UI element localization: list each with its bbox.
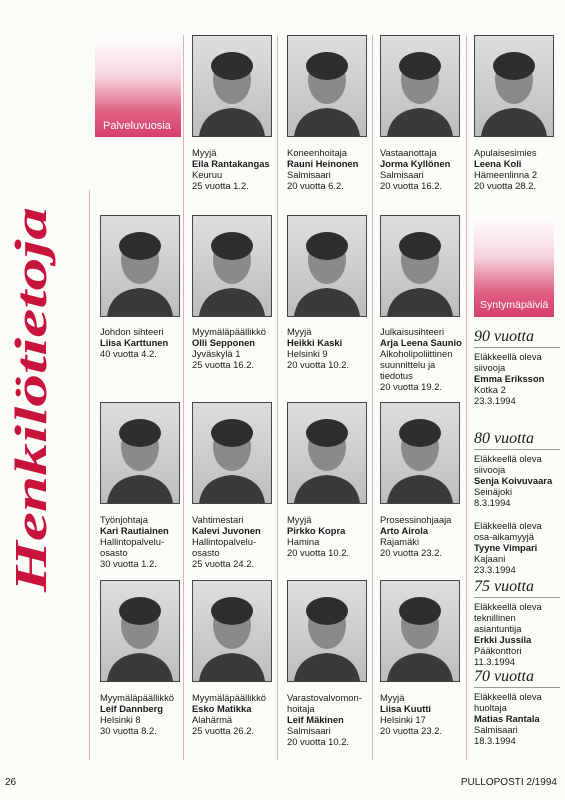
person-name: Olli Sepponen (192, 337, 256, 348)
person-caption (192, 326, 284, 370)
portrait-photo (192, 215, 272, 317)
person-caption (100, 692, 192, 736)
person-detail: 20 vuotta 23.2. (380, 547, 443, 558)
person-caption (380, 692, 472, 736)
person-detail: Helsinki 17 (380, 714, 426, 725)
person-detail: 20 vuotta 28.2. (474, 180, 537, 191)
person-detail: Rajamäki (380, 536, 420, 547)
person-detail: Salmisaari (287, 725, 331, 736)
portrait-photo (287, 215, 367, 317)
person-detail: 20 vuotta 23.2. (380, 725, 443, 736)
birthday-entry (474, 520, 560, 575)
person-detail: suunnittelu ja (380, 359, 436, 370)
birthday-detail: Salmisaari (474, 724, 518, 735)
column-divider (89, 190, 90, 760)
person-title: hoitaja (287, 703, 315, 714)
person-title: Apulaisesimies (474, 147, 537, 158)
person-detail: Hallintopalvelu- (100, 536, 165, 547)
birthday-role: Eläkkeellä oleva (474, 351, 542, 362)
portrait-photo (100, 215, 180, 317)
person-detail: 20 vuotta 10.2. (287, 359, 350, 370)
portrait-photo (380, 402, 460, 504)
person-detail: Jyväskylä 1 (192, 348, 241, 359)
person-title: Prosessinohjaaja (380, 514, 452, 525)
person-detail: osasto (192, 547, 220, 558)
person-title: Myyjä (192, 147, 217, 158)
person-name: Kalevi Juvonen (192, 525, 261, 536)
birthday-role: Eläkkeellä oleva (474, 691, 542, 702)
person-name: Pirkko Kopra (287, 525, 346, 536)
birthday-detail: 8.3.1994 (474, 497, 511, 508)
birthday-detail: 23.3.1994 (474, 395, 516, 406)
column-divider (277, 35, 278, 760)
birthday-entry (474, 430, 560, 508)
birthday-role: Eläkkeellä oleva (474, 601, 542, 612)
person-detail: Keuruu (192, 169, 223, 180)
person-title: Julkaisusihteeri (380, 326, 445, 337)
portrait-photo (192, 35, 272, 137)
person-detail: Salmisaari (287, 169, 331, 180)
person-caption (192, 692, 284, 736)
birthday-name: Tyyne Vimpari (474, 542, 538, 553)
person-caption (287, 147, 379, 191)
birthday-detail: 11.3.1994 (474, 656, 516, 667)
portrait-photo (100, 580, 180, 682)
person-name: Leif Mäkinen (287, 714, 344, 725)
person-detail: 30 vuotta 1.2. (100, 558, 157, 569)
header-syntymapaivia: Syntymäpäiviä (474, 215, 554, 317)
person-name: Liisa Kuutti (380, 703, 432, 714)
column-divider (466, 35, 467, 760)
magazine-issue: PULLOPOSTI 2/1994 (460, 777, 557, 788)
person-caption (380, 147, 472, 191)
birthday-role: siivooja (474, 362, 506, 373)
portrait-photo (287, 580, 367, 682)
person-name: Arja Leena Saunio (380, 337, 462, 348)
birthday-age: 70 vuotta (474, 668, 560, 688)
birthday-age: 80 vuotta (474, 430, 560, 450)
person-detail: Alahärmä (192, 714, 233, 725)
person-detail: Helsinki 8 (100, 714, 141, 725)
person-caption (192, 514, 284, 569)
header-palveluvuosia: Palveluvuosia (95, 35, 181, 137)
person-detail: 25 vuotta 26.2. (192, 725, 255, 736)
birthday-detail: 23.3.1994 (474, 564, 516, 575)
person-caption (380, 326, 472, 392)
person-name: Jorma Kyllönen (380, 158, 451, 169)
birthday-role: Eläkkeellä oleva (474, 453, 542, 464)
person-caption (100, 514, 192, 569)
birthday-entry (474, 328, 560, 406)
portrait-photo (380, 215, 460, 317)
person-name: Kari Rautiainen (100, 525, 169, 536)
birthday-name: Senja Koivuvaara (474, 475, 553, 486)
person-name: Heikki Kaski (287, 337, 343, 348)
section-title-vertical (2, 200, 60, 600)
portrait-photo (287, 402, 367, 504)
person-detail: 20 vuotta 6.2. (287, 180, 344, 191)
person-caption (380, 514, 472, 558)
person-name: Esko Matikka (192, 703, 252, 714)
birthday-entry (474, 668, 560, 746)
birthday-role: huoltaja (474, 702, 507, 713)
birthday-detail: Seinäjoki (474, 486, 513, 497)
person-detail: 25 vuotta 1.2. (192, 180, 249, 191)
person-name: Leena Koli (474, 158, 522, 169)
person-detail: Salmisaari (380, 169, 424, 180)
portrait-photo (100, 402, 180, 504)
person-caption (474, 147, 565, 191)
person-detail: 20 vuotta 10.2. (287, 547, 350, 558)
person-caption (287, 514, 379, 558)
birthday-name: Emma Eriksson (474, 373, 545, 384)
column-divider (183, 35, 184, 760)
person-detail: Hamina (287, 536, 320, 547)
person-title: Johdon sihteeri (100, 326, 164, 337)
birthday-entry (474, 578, 560, 667)
portrait-photo (192, 402, 272, 504)
person-title: Myymäläpäällikkö (192, 692, 266, 703)
birthday-detail: Kotka 2 (474, 384, 506, 395)
person-title: Vahtimestari (192, 514, 244, 525)
person-name: Liisa Karttunen (100, 337, 169, 348)
person-title: Myyjä (380, 692, 405, 703)
birthday-role: Eläkkeellä oleva (474, 520, 542, 531)
person-caption (287, 326, 379, 370)
person-title: Koneenhoitaja (287, 147, 347, 158)
person-detail: 25 vuotta 16.2. (192, 359, 255, 370)
birthday-age: 90 vuotta (474, 328, 560, 348)
column-divider (372, 35, 373, 760)
birthday-name: Matias Rantala (474, 713, 540, 724)
person-name: Arto Airola (380, 525, 429, 536)
person-name: Leif Dannberg (100, 703, 164, 714)
person-name: Eila Rantakangas (192, 158, 270, 169)
birthday-role: teknillinen (474, 612, 516, 623)
person-detail: 20 vuotta 16.2. (380, 180, 443, 191)
birthday-role: siivooja (474, 464, 506, 475)
person-caption (192, 147, 284, 191)
person-title: Myymäläpäällikkö (100, 692, 174, 703)
person-detail: tiedotus (380, 370, 413, 381)
portrait-photo (192, 580, 272, 682)
person-detail: osasto (100, 547, 128, 558)
person-detail: Helsinki 9 (287, 348, 328, 359)
person-detail: Hallintopalvelu- (192, 536, 257, 547)
person-title: Myyjä (287, 514, 312, 525)
person-title: Myymäläpäällikkö (192, 326, 266, 337)
person-title: Myyjä (287, 326, 312, 337)
birthday-detail: 18.3.1994 (474, 735, 516, 746)
person-name: Rauni Heinonen (287, 158, 359, 169)
person-caption (287, 692, 379, 747)
section-title-text: Henkilötietoja (5, 321, 56, 592)
page-number: 26 (5, 777, 17, 788)
birthday-role: asiantuntija (474, 623, 522, 634)
portrait-photo (287, 35, 367, 137)
person-detail: 20 vuotta 19.2. (380, 381, 443, 392)
person-caption (100, 326, 192, 359)
person-title: Työnjohtaja (100, 514, 148, 525)
person-detail: Alkoholipoliittinen (380, 348, 453, 359)
birthday-role: osa-aikamyyjä (474, 531, 534, 542)
birthday-detail: Kajaani (474, 553, 506, 564)
person-detail: 30 vuotta 8.2. (100, 725, 157, 736)
portrait-photo (380, 35, 460, 137)
person-detail: Hämeenlinna 2 (474, 169, 538, 180)
birthday-detail: Pääkonttori (474, 645, 522, 656)
person-detail: 20 vuotta 10.2. (287, 736, 350, 747)
person-title: Vastaanottaja (380, 147, 437, 158)
birthday-name: Erkki Jussila (474, 634, 532, 645)
person-detail: 25 vuotta 24.2. (192, 558, 255, 569)
person-title: Varastovalvomon- (287, 692, 362, 703)
portrait-photo (474, 35, 554, 137)
birthday-age: 75 vuotta (474, 578, 560, 598)
person-detail: 40 vuotta 4.2. (100, 348, 157, 359)
portrait-photo (380, 580, 460, 682)
